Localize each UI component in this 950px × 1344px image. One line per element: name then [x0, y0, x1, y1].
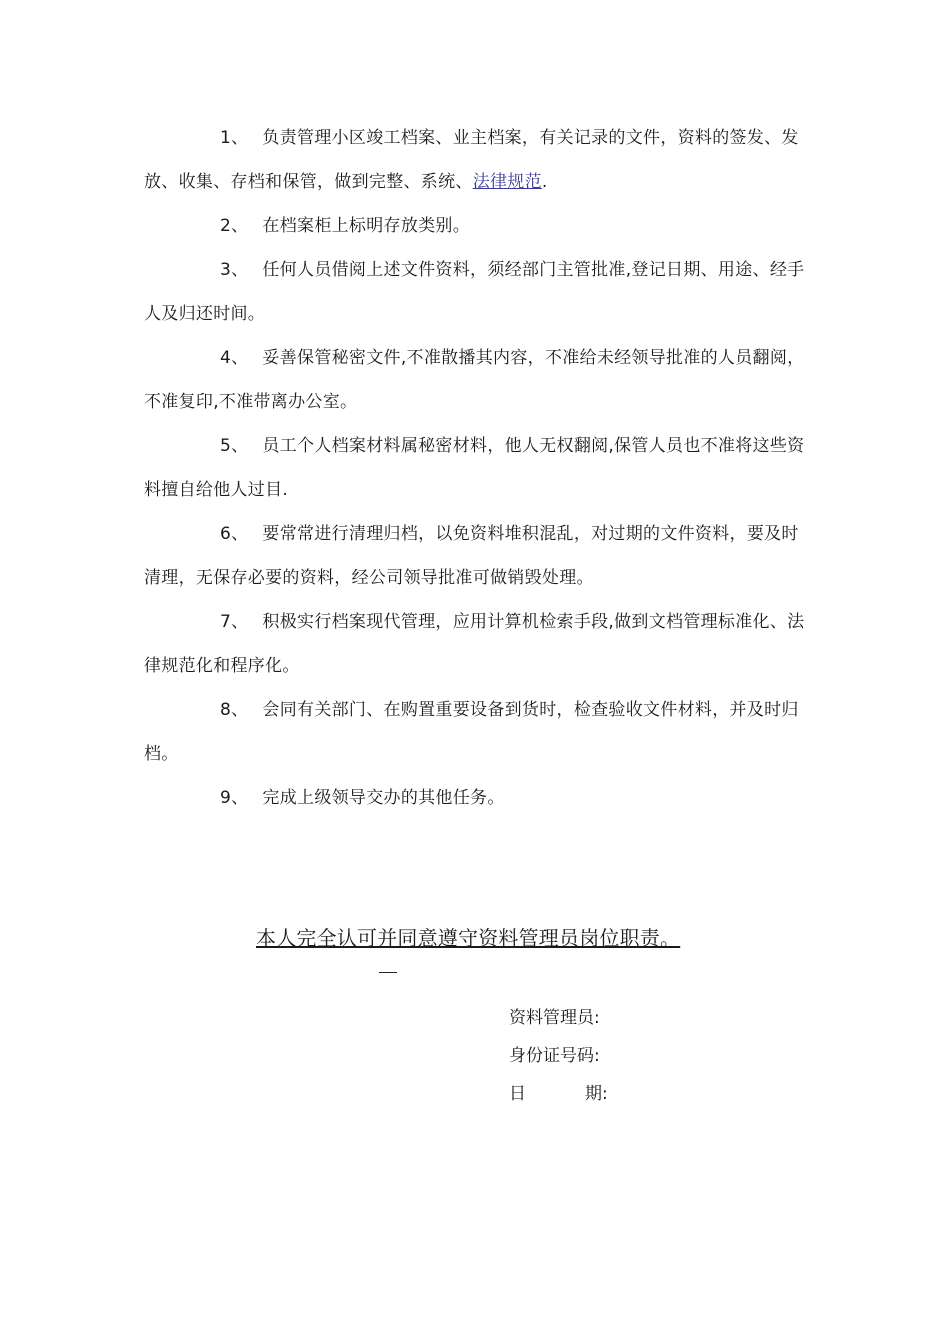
- duty-text-end: .: [541, 172, 548, 192]
- duty-number: 3、: [220, 260, 249, 280]
- date-label-part-2: 期:: [585, 1084, 608, 1104]
- duty-text: 要常常进行清理归档，以免资料堆积混乱，对过期的文件资料，要及时清理，无保存必要的资料，经公司领导批准可做销毁处理。: [144, 524, 799, 588]
- duty-item-4: [144, 336, 814, 424]
- duty-item-2: [144, 204, 814, 248]
- duty-number: 1、: [220, 128, 249, 148]
- duty-item-5: [144, 424, 814, 512]
- duty-number: 4、: [220, 348, 249, 368]
- law-link[interactable]: 法律规范: [472, 172, 542, 192]
- duty-text: 积极实行档案现代管理，应用计算机检索手段,做到文档管理标准化、法律规范化和程序化。: [144, 612, 805, 676]
- duty-number: 2、: [220, 216, 249, 236]
- duty-text: 在档案柜上标明存放类别。: [262, 216, 471, 236]
- duty-item-3: [144, 248, 814, 336]
- duty-number: 7、: [220, 612, 249, 632]
- duty-text: 完成上级领导交办的其他任务。: [262, 788, 505, 808]
- duty-item-1: [144, 116, 814, 204]
- duty-number: 6、: [220, 524, 249, 544]
- duty-text: 员工个人档案材料属秘密材料，他人无权翻阅,保管人员也不准将这些资料擅自给他人过目.: [144, 436, 805, 500]
- duty-item-8: [144, 688, 814, 776]
- duty-number: 5、: [220, 436, 249, 456]
- duty-text: 妥善保管秘密文件,不准散播其内容，不准给未经领导批准的人员翻阅，不准复印,不准带离办公室。: [144, 348, 805, 412]
- duty-number: 9、: [220, 788, 249, 808]
- duty-text: 负责管理小区竣工档案、业主档案，有关记录的文件，资料的签发、发放、收集、存档和保管，做到完整、系统、: [144, 128, 799, 192]
- duties-list: [144, 116, 814, 820]
- manager-label: 资料管理员:: [509, 1008, 600, 1028]
- duty-item-6: [144, 512, 814, 600]
- date-label-part-1: 日: [509, 1084, 526, 1104]
- underline-dash: [379, 972, 397, 973]
- duty-number: 8、: [220, 700, 249, 720]
- duty-text: 会同有关部门、在购置重要设备到货时，检查验收文件材料，并及时归档。: [144, 700, 799, 764]
- duty-text: 任何人员借阅上述文件资料，须经部门主管批准,登记日期、用途、经手人及归还时间。: [144, 260, 805, 324]
- id-number-label: 身份证号码:: [509, 1046, 600, 1066]
- date-label: [509, 1079, 608, 1104]
- duty-item-9: [144, 776, 814, 820]
- duty-item-7: [144, 600, 814, 688]
- agreement-statement: 本人完全认可并同意遵守资料管理员岗位职责。: [256, 926, 681, 950]
